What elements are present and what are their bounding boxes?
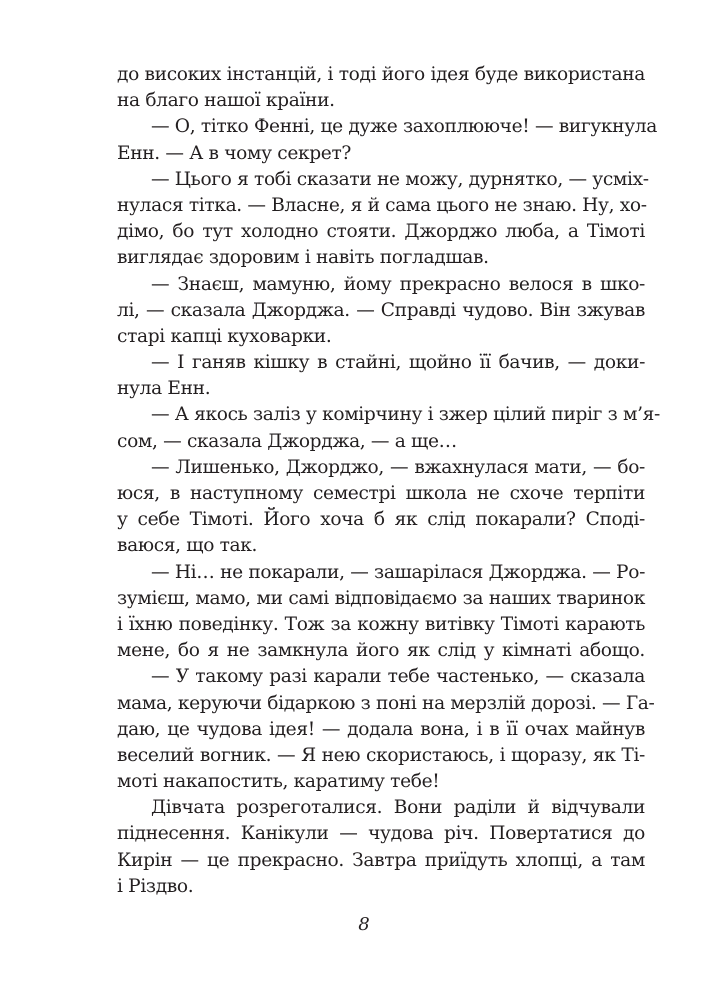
text-line: нула Енн. bbox=[117, 378, 211, 400]
text-line: мама, керуючи бідаркою з поні на мерзлій дорозі. — Га- bbox=[117, 692, 655, 714]
text-line: нулася тітка. — Власне, я й сама цього не знаю. Ну, хо- bbox=[117, 194, 647, 216]
text-line: сом, — сказала Джорджа, — а ще… bbox=[117, 430, 457, 452]
text-line: моті накапостить, каратиму тебе! bbox=[117, 771, 440, 793]
text-line: і їхню поведінку. Тож за кожну витівку Тімоті карають bbox=[117, 613, 645, 635]
text-line: веселий вогник. — Я нею скористаюсь, і щоразу, як Ті- bbox=[117, 744, 645, 766]
text-line: у себе Тімоті. Його хоча б як слід покарали? Споді- bbox=[117, 509, 645, 531]
text-line: виглядає здоровим і навіть погладшав. bbox=[117, 247, 489, 269]
body-text bbox=[117, 62, 660, 900]
text-line: Кирін — це прекрасно. Завтра приїдуть хлопці, а там bbox=[117, 849, 645, 871]
text-line: — У такому разі карали тебе частенько, — сказала bbox=[151, 666, 645, 688]
text-line: юся, в наступному семестрі школа не схоче терпіти bbox=[117, 483, 645, 504]
text-line: старі капці куховарки. bbox=[117, 325, 332, 347]
text-line: і Різдво. bbox=[117, 875, 194, 897]
text-line: — О, тітко Фенні, це дуже захоплююче! — вигукнула bbox=[151, 116, 657, 138]
text-line: Дівчата розреготалися. Вони раділи й відчували bbox=[151, 797, 645, 819]
text-line: — І ганяв кішку в стайні, щойно її бачив, — доки- bbox=[151, 352, 645, 374]
text-line: лі, — сказала Джорджа. — Справді чудово. Він зжував bbox=[117, 299, 645, 321]
text-line: дімо, бо тут холодно стояти. Джорджо люба, а Тімоті bbox=[117, 221, 645, 243]
text-line: — Ні… не покарали, — зашарілася Джорджа. — Ро- bbox=[151, 561, 645, 583]
text-line: Енн. — А в чому секрет? bbox=[117, 142, 352, 164]
text-line: піднесення. Канікули — чудова річ. Повертатися до bbox=[117, 823, 645, 845]
page-number: 8 bbox=[358, 914, 370, 935]
text-line: — Цього я тобі сказати не можу, дурнятко, — усміх- bbox=[151, 168, 649, 190]
text-line: — Знаєш, мамуню, йому прекрасно велося в шко- bbox=[151, 273, 645, 295]
text-line: ваюся, що так. bbox=[117, 535, 258, 557]
text-line: на благо нашої країни. bbox=[117, 90, 335, 112]
text-line: даю, це чудова ідея! — додала вона, і в її очах майнув bbox=[117, 718, 645, 740]
text-line: — А якось заліз у комірчину і зжер цілий пиріг з м’я- bbox=[151, 404, 660, 426]
text-line: до високих інстанцій, і тоді його ідея буде використана bbox=[117, 64, 645, 85]
text-line: зумієш, мамо, ми самі відповідаємо за наших тваринок bbox=[117, 587, 645, 609]
text-line: мене, бо я не замкнула його як слід у кімнаті абощо. bbox=[117, 640, 645, 662]
text-line: — Лишенько, Джорджо, — вжахнулася мати, — бо- bbox=[151, 456, 645, 478]
